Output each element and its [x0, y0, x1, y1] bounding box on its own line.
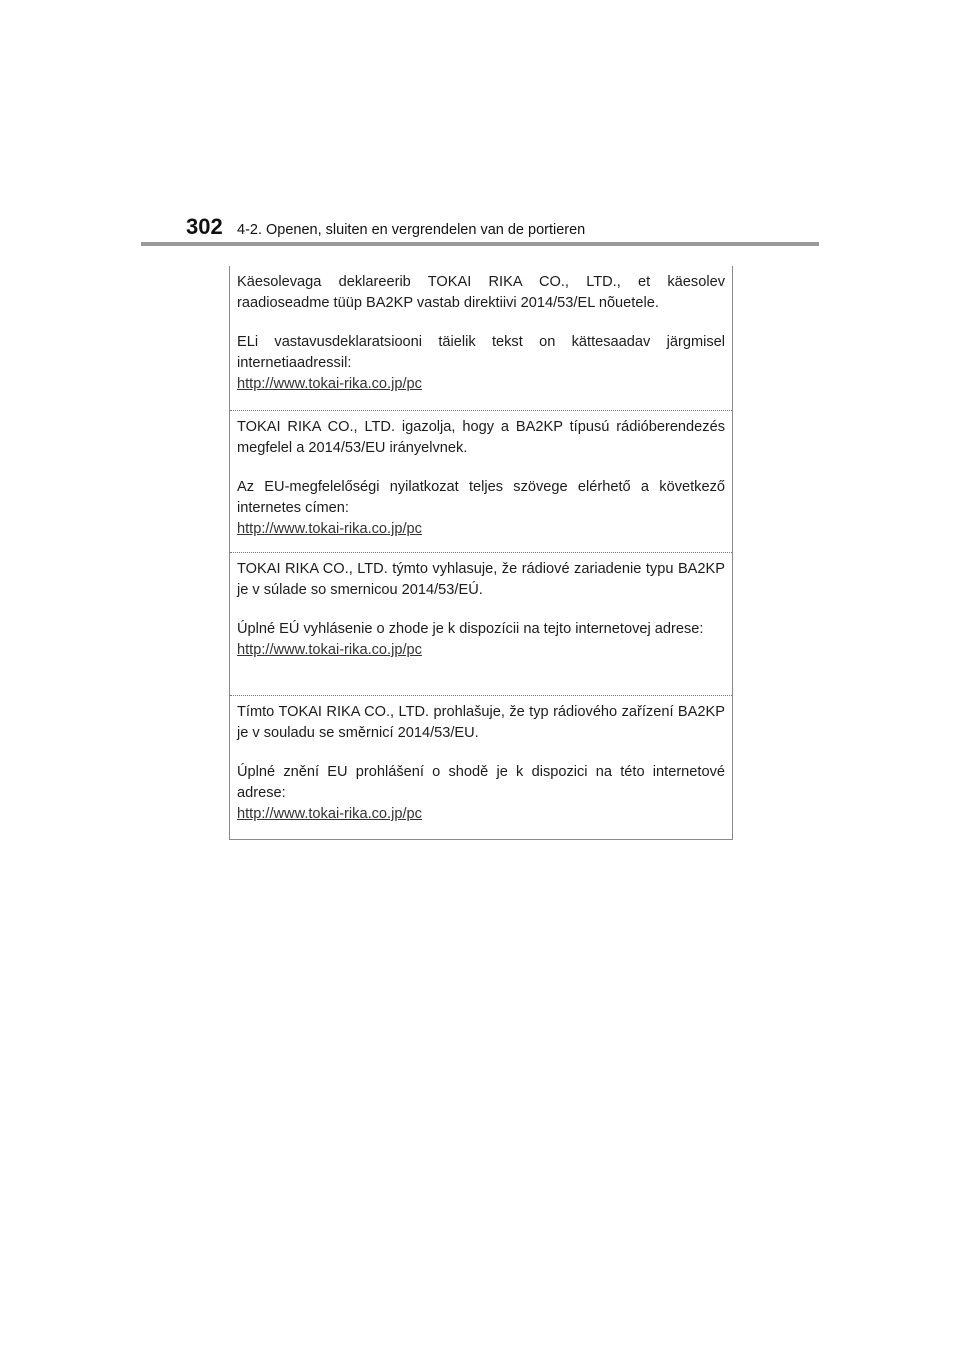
declaration-text: TOKAI RIKA CO., LTD. týmto vyhlasuje, že rádiové zariadenie typu BA2KP je v súlade so smernicou 2014/53/EÚ.: [237, 561, 725, 598]
declaration-block-slovak: [230, 552, 732, 695]
declaration-text: Tímto TOKAI RIKA CO., LTD. prohlašuje, že typ rádiového zařízení BA2KP je v souladu se směrnicí 2014/53/EU.: [237, 704, 725, 741]
declaration-text: TOKAI RIKA CO., LTD. igazolja, hogy a BA2KP típusú rádióberendezés megfelel a 2014/53/EU irányelvnek.: [237, 419, 725, 456]
declaration-link[interactable]: http://www.tokai-rika.co.jp/pc: [237, 521, 422, 537]
availability-text: Az EU-megfelelőségi nyilatkozat teljes szövege elérhető a következő internetes címen:: [237, 479, 725, 516]
declaration-block-czech: [230, 695, 732, 840]
page-number: 302: [186, 214, 223, 239]
declaration-block-estonian: [230, 266, 732, 410]
declaration-link[interactable]: http://www.tokai-rika.co.jp/pc: [237, 806, 422, 822]
declaration-block-hungarian: [230, 410, 732, 552]
declaration-table: [229, 266, 733, 840]
availability-text: ELi vastavusdeklaratsiooni täielik tekst on kättesaadav järgmisel internetiaadressil:: [237, 334, 725, 371]
availability-text: Úplné znění EU prohlášení o shodě je k dispozici na této internetové adrese:: [237, 764, 725, 801]
header-rule: [141, 242, 819, 246]
declaration-link[interactable]: http://www.tokai-rika.co.jp/pc: [237, 642, 422, 658]
availability-text: Úplné EÚ vyhlásenie o zhode je k dispozícii na tejto internetovej adrese:: [237, 621, 704, 637]
declaration-text: Käesolevaga deklareerib TOKAI RIKA CO., LTD., et käesolev raadioseadme tüüp BA2KP vastab direktiivi 2014/53/EL nõuetele.: [237, 274, 725, 311]
declaration-link[interactable]: http://www.tokai-rika.co.jp/pc: [237, 376, 422, 392]
section-title: 4-2. Openen, sluiten en vergrendelen van de portieren: [237, 222, 586, 238]
